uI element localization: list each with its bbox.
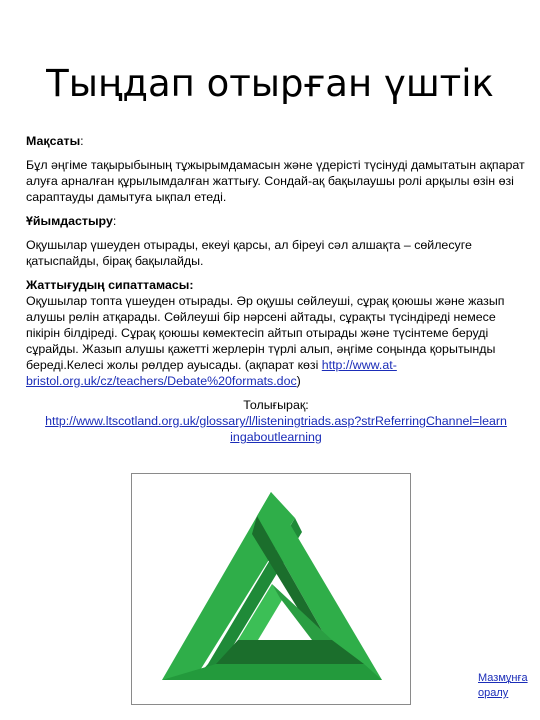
goal-label: Мақсаты [26,134,81,148]
back-to-contents-link[interactable]: Мазмұнға оралу [478,672,528,699]
source-link[interactable]: http://www.at-bristol.org.uk/cz/teachers/Debate%20formats.doc [26,358,397,388]
goal-heading [26,133,526,149]
description-body: Оқушылар топта үшеуден отырады. Әр оқушы сөйлеуші, сұрақ қоюшы және жазып алушы рөлін атқарады. Сөйлеуші бір нәрсені айтады, сұрақты түсіндіреді немесе пікірін білдіреді. Сұрақ қоюшы көмектесіп айтып отырады және түсінтеме беруді сұрайды. Жазып алушы қажетті жерлерін түрлі алып, әңгіме соңында қорытынды береді.Келесі жолы рөлдер ауысады. (ақпарат көзі [26,294,505,372]
page-title: Тыңдап отырған үштік [46,62,494,105]
organization-text: Оқушылар үшеуден отырады, екеуі қарсы, ал біреуі сәл алшақта – сөйлесуге қатыспайды, бірақ бақылайды. [26,238,472,268]
goal-colon: : [80,134,84,148]
triangle-image [131,473,411,705]
description-close: ) [296,374,301,388]
organization-colon: : [112,214,117,228]
penrose-triangle-icon [132,474,410,704]
description-label: Жаттығудың сипаттамасы: [26,278,194,292]
organization-heading [26,213,526,229]
description-text [26,293,526,389]
goal-text: Бұл әңгіме тақырыбының тұжырымдамасын және үдерісті түсінуді дамытатын ақпарат алуға арналған құрылымдалған жаттығу. Сондай-ақ бақылаушы ролі арқылы өзін өзі сараптауды дамытуға ықпал етеді. [26,158,525,204]
more-link-wrap [26,413,526,445]
more-link[interactable]: http://www.ltscotland.org.uk/glossary/l/listeningtriads.asp?strReferringChannel=learningaboutlearning [45,414,507,444]
more-label: Толығырақ: [243,398,309,412]
content-body [26,133,526,445]
organization-label: Ұйымдастыру [26,214,113,228]
